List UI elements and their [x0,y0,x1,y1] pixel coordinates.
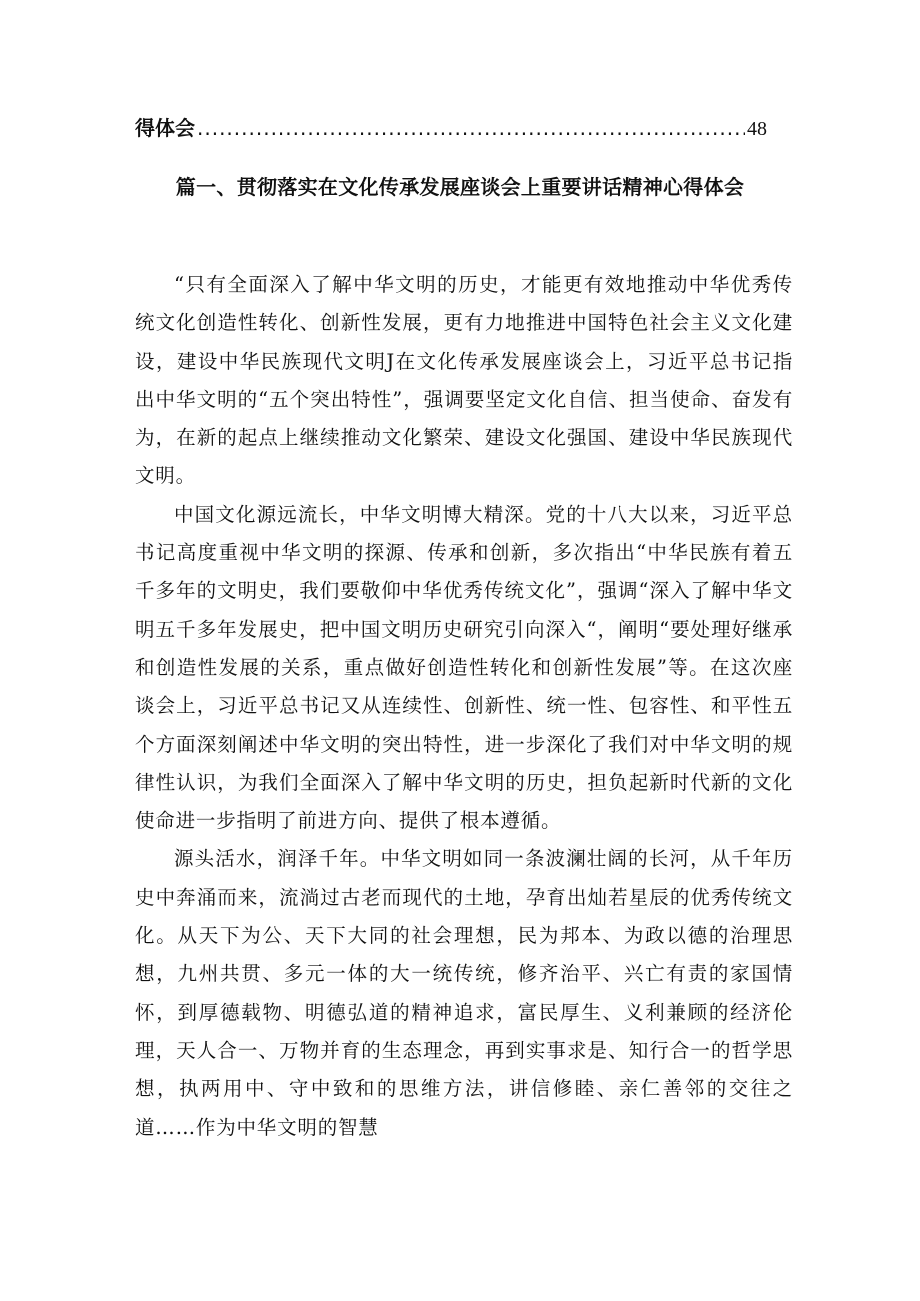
toc-entry [135,112,767,142]
paragraph: “只有全面深入了解中华文明的历史，才能更有效地推动中华优秀传统文化创造性转化、创新性发展，更有力地推进中国特色社会主义文化建设，建设中华民族现代文明J在文化传承发展座谈会上，习近平总书记指出中华文明的“五个突出特性”，强调要坚定文化自信、担当使命、奋发有为，在新的起点上继续推动文化繁荣、建设文化强国、建设中华民族现代文明。 [135,273,793,488]
section-title: 篇一、贯彻落实在文化传承发展座谈会上重要讲话精神心得体会 [175,175,745,199]
body-text [135,266,793,1147]
paragraph: 中国文化源远流长，中华文明博大精深。党的十八大以来，习近平总书记高度重视中华文明的探源、传承和创新，多次指出“中华民族有着五千多年的文明史，我们要敬仰中华优秀传统文化”，强调“深入了解中华文明五千多年发展史，把中国文明历史研究引向深入“，阐明“要处理好继承和创造性发展的关系，重点做好创造性转化和创新性发展”等。在这次座谈会上，习近平总书记又从连续性、创新性、统一性、包容性、和平性五个方面深刻阐述中华文明的突出特性，进一步深化了我们对中华文明的规律性认识，为我们全面深入了解中华文明的历史，担负起新时代新的文化使命进一步指明了前进方向、提供了根本遵循。 [135,502,793,833]
paragraph: 源头活水，润泽千年。中华文明如同一条波澜壮阔的长河，从千年历史中奔涌而来，流淌过古老而现代的土地，孕育出灿若星辰的优秀传统文化。从天下为公、天下大同的社会理想，民为邦本、为政以德的治理思想，九州共贯、多元一体的大一统传统，修齐治平、兴亡有责的家国情怀，到厚德载物、明德弘道的精神追求，富民厚生、义利兼顾的经济伦理，天人合一、万物并育的生态理念，再到实事求是、知行合一的哲学思想，执两用中、守中致和的思维方法，讲信修睦、亲仁善邻的交往之道……作为中华文明的智慧 [135,847,793,1139]
toc-entry-text: 得体会 [135,116,195,140]
toc-leader-dots [197,116,745,140]
toc-page-number: 48 [747,118,767,140]
